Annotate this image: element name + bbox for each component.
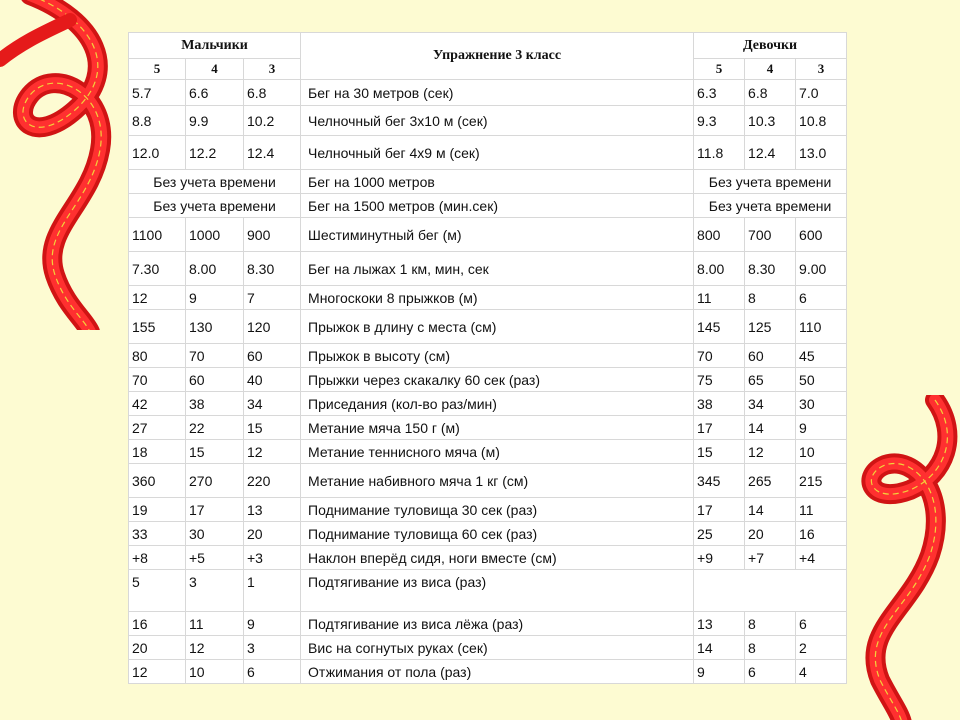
table-row — [129, 546, 847, 570]
boys-value-cell: 15 — [186, 440, 244, 464]
boys-value-cell: 155 — [129, 310, 186, 344]
exercise-name-cell: Прыжки через скакалку 60 сек (раз) — [301, 368, 694, 392]
boys-value-cell: 8.8 — [129, 106, 186, 136]
girls-value-cell: 15 — [694, 440, 745, 464]
table-row — [129, 498, 847, 522]
table-row — [129, 194, 847, 218]
exercise-name-cell: Подтягивание из виса лёжа (раз) — [301, 612, 694, 636]
boys-value-cell: 270 — [186, 464, 244, 498]
boys-value-cell: 40 — [244, 368, 301, 392]
table-row — [129, 464, 847, 498]
girls-value-cell: 30 — [796, 392, 847, 416]
boys-grade-header: 4 — [186, 59, 244, 80]
boys-value-cell: 80 — [129, 344, 186, 368]
boys-value-cell: 12.4 — [244, 136, 301, 170]
girls-value-cell: 800 — [694, 218, 745, 252]
table-row — [129, 440, 847, 464]
boys-header: Мальчики — [129, 33, 301, 59]
boys-value-cell: 13 — [244, 498, 301, 522]
boys-value-cell: 1100 — [129, 218, 186, 252]
table-row — [129, 660, 847, 684]
girls-grade-header: 4 — [745, 59, 796, 80]
girls-value-cell: 11 — [796, 498, 847, 522]
boys-value-cell: 6.8 — [244, 80, 301, 106]
girls-value-cell: 17 — [694, 498, 745, 522]
table-row — [129, 570, 847, 612]
boys-value-cell: Без учета времени — [129, 194, 301, 218]
girls-value-cell: 20 — [745, 522, 796, 546]
physical-education-norms-table — [128, 32, 847, 684]
girls-value-cell: 14 — [694, 636, 745, 660]
girls-value-cell: 10 — [796, 440, 847, 464]
boys-value-cell: Без учета времени — [129, 170, 301, 194]
exercise-name-cell: Бег на 30 метров (сек) — [301, 80, 694, 106]
table-row — [129, 368, 847, 392]
boys-value-cell: 9 — [186, 286, 244, 310]
girls-value-cell: 8.30 — [745, 252, 796, 286]
girls-value-cell: 8.00 — [694, 252, 745, 286]
boys-value-cell: 16 — [129, 612, 186, 636]
table-row — [129, 522, 847, 546]
table-row — [129, 310, 847, 344]
girls-value-cell: 110 — [796, 310, 847, 344]
boys-value-cell: 6 — [244, 660, 301, 684]
girls-value-cell: 345 — [694, 464, 745, 498]
table-row — [129, 612, 847, 636]
boys-value-cell: 17 — [186, 498, 244, 522]
exercise-name-cell: Подтягивание из виса (раз) — [301, 570, 694, 612]
exercise-name-cell: Метание набивного мяча 1 кг (см) — [301, 464, 694, 498]
boys-value-cell: 70 — [186, 344, 244, 368]
exercise-name-cell: Бег на 1500 метров (мин.сек) — [301, 194, 694, 218]
boys-value-cell: 34 — [244, 392, 301, 416]
boys-value-cell: 60 — [244, 344, 301, 368]
boys-value-cell: 220 — [244, 464, 301, 498]
girls-value-cell: 4 — [796, 660, 847, 684]
boys-value-cell: 6.6 — [186, 80, 244, 106]
boys-value-cell: +5 — [186, 546, 244, 570]
girls-value-cell: 700 — [745, 218, 796, 252]
boys-value-cell: 12 — [129, 286, 186, 310]
girls-value-cell: +7 — [745, 546, 796, 570]
exercise-name-cell: Челночный бег 3х10 м (сек) — [301, 106, 694, 136]
boys-value-cell: 30 — [186, 522, 244, 546]
boys-value-cell: 10 — [186, 660, 244, 684]
girls-value-cell: 25 — [694, 522, 745, 546]
girls-value-cell: 6 — [796, 612, 847, 636]
girls-value-cell: 9 — [796, 416, 847, 440]
boys-value-cell: 15 — [244, 416, 301, 440]
exercise-header: Упражнение 3 класс — [301, 33, 694, 80]
boys-value-cell: 1000 — [186, 218, 244, 252]
table-row — [129, 106, 847, 136]
girls-value-cell: 10.3 — [745, 106, 796, 136]
boys-value-cell: +3 — [244, 546, 301, 570]
girls-value-cell: 8 — [745, 612, 796, 636]
exercise-name-cell: Вис на согнутых руках (сек) — [301, 636, 694, 660]
girls-value-cell: 6 — [796, 286, 847, 310]
girls-value-cell: 8 — [745, 286, 796, 310]
boys-value-cell: 19 — [129, 498, 186, 522]
table-row — [129, 170, 847, 194]
boys-value-cell: +8 — [129, 546, 186, 570]
boys-value-cell: 8.30 — [244, 252, 301, 286]
boys-grade-header: 5 — [129, 59, 186, 80]
girls-value-cell: 75 — [694, 368, 745, 392]
girls-value-cell: 9.00 — [796, 252, 847, 286]
boys-value-cell: 70 — [129, 368, 186, 392]
boys-value-cell: 10.2 — [244, 106, 301, 136]
boys-value-cell: 7.30 — [129, 252, 186, 286]
boys-value-cell: 360 — [129, 464, 186, 498]
girls-value-cell: 11.8 — [694, 136, 745, 170]
boys-value-cell: 5 — [129, 570, 186, 612]
girls-value-cell: 60 — [745, 344, 796, 368]
exercise-name-cell: Наклон вперёд сидя, ноги вместе (см) — [301, 546, 694, 570]
boys-value-cell: 20 — [129, 636, 186, 660]
girls-value-cell: 6.3 — [694, 80, 745, 106]
table-row — [129, 286, 847, 310]
boys-value-cell: 33 — [129, 522, 186, 546]
boys-value-cell: 3 — [244, 636, 301, 660]
boys-value-cell: 9 — [244, 612, 301, 636]
girls-empty-cell — [694, 570, 847, 612]
girls-value-cell: 265 — [745, 464, 796, 498]
table-row — [129, 252, 847, 286]
exercise-name-cell: Бег на 1000 метров — [301, 170, 694, 194]
girls-value-cell: 125 — [745, 310, 796, 344]
girls-value-cell: 16 — [796, 522, 847, 546]
boys-value-cell: 27 — [129, 416, 186, 440]
girls-value-cell: 45 — [796, 344, 847, 368]
boys-value-cell: 3 — [186, 570, 244, 612]
girls-value-cell: 10.8 — [796, 106, 847, 136]
girls-value-cell: 11 — [694, 286, 745, 310]
boys-value-cell: 1 — [244, 570, 301, 612]
girls-value-cell: 9 — [694, 660, 745, 684]
table-row — [129, 636, 847, 660]
exercise-name-cell: Метание мяча 150 г (м) — [301, 416, 694, 440]
boys-value-cell: 12 — [129, 660, 186, 684]
boys-value-cell: 18 — [129, 440, 186, 464]
boys-value-cell: 11 — [186, 612, 244, 636]
boys-value-cell: 9.9 — [186, 106, 244, 136]
boys-value-cell: 12.0 — [129, 136, 186, 170]
girls-grade-header: 5 — [694, 59, 745, 80]
girls-value-cell: 8 — [745, 636, 796, 660]
girls-value-cell: +9 — [694, 546, 745, 570]
girls-header: Девочки — [694, 33, 847, 59]
girls-value-cell: 34 — [745, 392, 796, 416]
exercise-name-cell: Шестиминутный бег (м) — [301, 218, 694, 252]
boys-value-cell: 20 — [244, 522, 301, 546]
boys-value-cell: 12 — [186, 636, 244, 660]
girls-value-cell: 50 — [796, 368, 847, 392]
exercise-name-cell: Отжимания от пола (раз) — [301, 660, 694, 684]
boys-value-cell: 130 — [186, 310, 244, 344]
boys-value-cell: 42 — [129, 392, 186, 416]
girls-value-cell: 13.0 — [796, 136, 847, 170]
girls-value-cell: 65 — [745, 368, 796, 392]
table-row — [129, 344, 847, 368]
girls-value-cell: 2 — [796, 636, 847, 660]
girls-value-cell: 14 — [745, 498, 796, 522]
girls-value-cell: 17 — [694, 416, 745, 440]
boys-value-cell: 5.7 — [129, 80, 186, 106]
girls-value-cell: 600 — [796, 218, 847, 252]
red-ribbon-right-decoration — [840, 395, 960, 720]
girls-value-cell: 70 — [694, 344, 745, 368]
girls-value-cell: 14 — [745, 416, 796, 440]
boys-grade-header: 3 — [244, 59, 301, 80]
boys-value-cell: 7 — [244, 286, 301, 310]
norms-table-body — [129, 80, 847, 684]
boys-value-cell: 38 — [186, 392, 244, 416]
girls-value-cell: 6 — [745, 660, 796, 684]
exercise-name-cell: Бег на лыжах 1 км, мин, сек — [301, 252, 694, 286]
boys-value-cell: 8.00 — [186, 252, 244, 286]
girls-value-cell: 215 — [796, 464, 847, 498]
girls-value-cell: 6.8 — [745, 80, 796, 106]
exercise-name-cell: Прыжок в длину с места (см) — [301, 310, 694, 344]
table-row — [129, 392, 847, 416]
exercise-name-cell: Приседания (кол-во раз/мин) — [301, 392, 694, 416]
girls-value-cell: 145 — [694, 310, 745, 344]
girls-value-cell: 7.0 — [796, 80, 847, 106]
table-row — [129, 136, 847, 170]
exercise-name-cell: Прыжок в высоту (см) — [301, 344, 694, 368]
table-row — [129, 218, 847, 252]
girls-value-cell: 38 — [694, 392, 745, 416]
girls-value-cell: +4 — [796, 546, 847, 570]
table-row — [129, 416, 847, 440]
boys-value-cell: 12.2 — [186, 136, 244, 170]
girls-value-cell: 9.3 — [694, 106, 745, 136]
exercise-name-cell: Многоскоки 8 прыжков (м) — [301, 286, 694, 310]
exercise-name-cell: Поднимание туловища 60 сек (раз) — [301, 522, 694, 546]
exercise-name-cell: Метание теннисного мяча (м) — [301, 440, 694, 464]
girls-value-cell: Без учета времени — [694, 170, 847, 194]
boys-value-cell: 120 — [244, 310, 301, 344]
boys-value-cell: 22 — [186, 416, 244, 440]
girls-value-cell: Без учета времени — [694, 194, 847, 218]
boys-value-cell: 12 — [244, 440, 301, 464]
girls-value-cell: 13 — [694, 612, 745, 636]
girls-value-cell: 12.4 — [745, 136, 796, 170]
boys-value-cell: 60 — [186, 368, 244, 392]
girls-value-cell: 12 — [745, 440, 796, 464]
table-row — [129, 80, 847, 106]
exercise-name-cell: Челночный бег 4х9 м (сек) — [301, 136, 694, 170]
girls-grade-header: 3 — [796, 59, 847, 80]
exercise-name-cell: Поднимание туловища 30 сек (раз) — [301, 498, 694, 522]
boys-value-cell: 900 — [244, 218, 301, 252]
